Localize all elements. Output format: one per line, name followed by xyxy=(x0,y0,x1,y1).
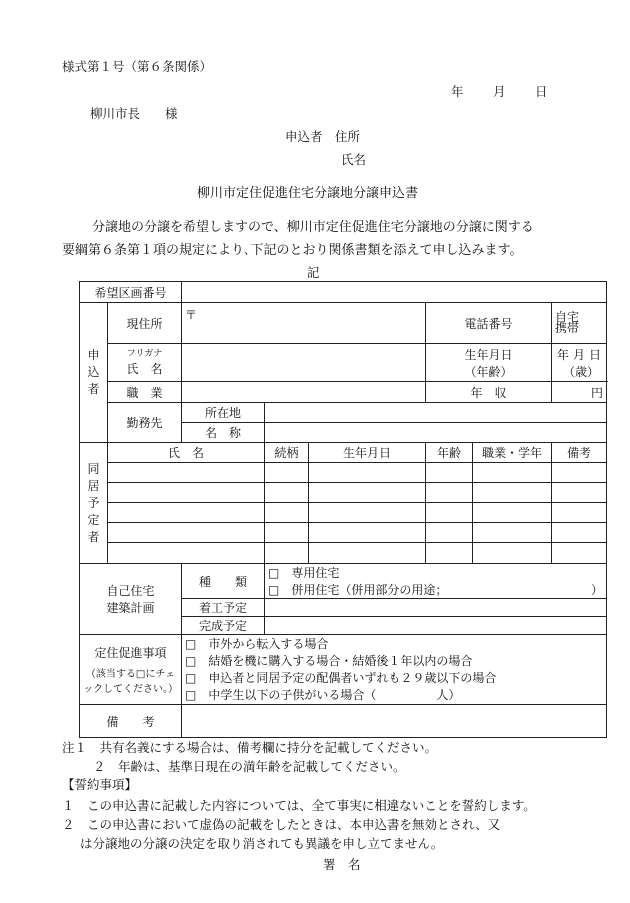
yen-unit: 円 xyxy=(591,385,604,400)
workplace-name-field[interactable] xyxy=(265,423,607,443)
house-type-close-paren: ） xyxy=(591,583,604,597)
lot-number-label: 希望区画番号 xyxy=(80,282,182,303)
page-title: 柳川市定住促進住宅分譲地分譲申込書 xyxy=(197,186,419,201)
income-field[interactable] xyxy=(552,382,607,403)
build-plan-label xyxy=(80,564,182,635)
lot-number-field[interactable] xyxy=(182,282,607,303)
date-day-label: 日 xyxy=(535,84,548,99)
birth-day-unit: 日 xyxy=(589,347,602,362)
name-field[interactable] xyxy=(182,344,426,382)
cohab-char-3: 予 xyxy=(87,495,100,510)
intro-line-1: 分譲地の分譲を希望しますので、柳川市定住促進住宅分譲地の分譲に関する xyxy=(92,220,534,235)
birthdate-field[interactable] xyxy=(552,344,607,382)
applicant-side-label xyxy=(80,303,108,443)
pledge-title: 【誓約事項】 xyxy=(62,777,138,792)
cohab-char-5: 者 xyxy=(87,529,100,544)
table-row xyxy=(80,483,607,503)
remarks-label: 備 考 xyxy=(80,705,182,738)
promo-item-relocation[interactable]: □ 市外から転入する場合 xyxy=(185,636,329,651)
phone-home-label: 自宅 xyxy=(555,310,580,324)
build-plan-line-2: 建築計画 xyxy=(106,601,155,615)
pledge-2-line-1: ２ この申込書において虚偽の記載をしたときは、本申込書を無効とされ、又 xyxy=(62,817,501,832)
cohab-header-remarks: 備考 xyxy=(552,443,607,463)
build-plan-line-1: 自己住宅 xyxy=(106,584,155,598)
remarks-field[interactable] xyxy=(182,705,607,738)
table-row xyxy=(80,503,607,523)
workplace-name-label: 名 称 xyxy=(182,423,265,443)
note-1: 注１ 共有名義にする場合は、備考欄に持分を記載してください。 xyxy=(62,740,438,755)
addressee: 柳川市長 様 xyxy=(90,106,178,121)
ki-label: 記 xyxy=(307,265,320,280)
start-plan-field[interactable] xyxy=(265,599,607,617)
promo-items xyxy=(182,635,607,705)
house-type-option-mixed[interactable]: □ 併用住宅（併用部分の用途； xyxy=(268,583,448,597)
cohab-char-2: 居 xyxy=(87,478,100,493)
applicant-char-2: 込 xyxy=(87,365,100,379)
furigana-label: フリガナ xyxy=(126,348,163,359)
cohab-side-label xyxy=(80,443,108,564)
cohab-header-relation: 続柄 xyxy=(265,443,309,463)
workplace-location-label: 所在地 xyxy=(182,403,265,423)
promo-item-marriage[interactable]: □ 結婚を機に購入する場合・結婚後１年以内の場合 xyxy=(185,653,473,668)
promo-label-cell xyxy=(80,635,182,705)
occupation-label: 職 業 xyxy=(108,382,182,403)
age-unit: 歳） xyxy=(575,364,600,379)
promo-label: 定住促進事項 xyxy=(94,646,167,660)
date-year-label: 年 xyxy=(451,84,464,99)
pledge-1: １ この申込書に記載した内容については、全て事実に相違ないことを誓約します。 xyxy=(62,798,536,813)
intro-line-2: 要綱第６条第１項の規定により､下記のとおり関係書類を添えて申し込みます。 xyxy=(62,243,523,258)
phone-mobile-label: 携帯 xyxy=(555,321,580,335)
table-row xyxy=(80,543,607,564)
date-month-label: 月 xyxy=(493,84,506,99)
promo-note-1: （該当する□にチェ xyxy=(85,669,176,680)
workplace-location-field[interactable] xyxy=(265,403,607,423)
current-address-field[interactable] xyxy=(182,303,426,344)
table-row xyxy=(80,463,607,483)
birth-year-unit: 年 xyxy=(557,347,570,362)
applicant-address-label: 申込者 住所 xyxy=(285,129,361,144)
current-address-label: 現住所 xyxy=(108,303,182,344)
phone-field[interactable] xyxy=(552,303,607,344)
occupation-field[interactable] xyxy=(182,382,426,403)
house-type-label: 種 類 xyxy=(182,564,265,599)
phone-label: 電話番号 xyxy=(426,303,552,344)
promo-item-young-couple[interactable]: □ 申込者と同居予定の配偶者いずれも２９歳以下の場合 xyxy=(185,670,497,685)
start-plan-label: 着工予定 xyxy=(182,599,265,617)
age-open-paren: （ xyxy=(563,364,576,379)
form-number: 様式第１号（第６条関係） xyxy=(62,59,213,74)
name-label: 氏 名 xyxy=(126,361,163,376)
age-label: （年齢） xyxy=(464,364,513,379)
applicant-char-1: 申 xyxy=(87,348,100,362)
cohab-char-4: 定 xyxy=(87,512,100,527)
cohab-header-name: 氏 名 xyxy=(108,443,265,463)
income-label: 年 収 xyxy=(426,382,552,403)
postal-mark: 〒 xyxy=(185,308,198,322)
cohab-char-1: 同 xyxy=(87,461,100,476)
note-2: ２ 年齢は、基準日現在の満年齢を記載してください。 xyxy=(93,759,406,774)
workplace-label: 勤務先 xyxy=(108,403,182,443)
applicant-char-3: 者 xyxy=(87,382,100,396)
applicant-name-label: 氏名 xyxy=(341,152,367,167)
house-type-field[interactable] xyxy=(265,564,607,599)
cohab-header-birthdate: 生年月日 xyxy=(309,443,426,463)
promo-note-2: ックしてください。） xyxy=(83,684,178,695)
complete-plan-field[interactable] xyxy=(265,617,607,635)
signature-label: 署 名 xyxy=(323,857,361,872)
table-row xyxy=(80,523,607,543)
house-type-option-dedicated[interactable]: □ 専用住宅 xyxy=(268,566,340,580)
cohab-header-occupation: 職業・学年 xyxy=(473,443,552,463)
birthdate-label-cell xyxy=(426,344,552,382)
application-table xyxy=(79,281,607,738)
cohab-header-age: 年齢 xyxy=(426,443,473,463)
birth-month-unit: 月 xyxy=(573,347,586,362)
pledge-2-line-2: は分譲地の分譲の決定を取り消されても異議を申し立てません。 xyxy=(80,836,444,851)
complete-plan-label: 完成予定 xyxy=(182,617,265,635)
birthdate-label: 生年月日 xyxy=(464,347,513,362)
name-label-cell xyxy=(108,344,182,382)
promo-item-children[interactable]: □ 中学生以下の子供がいる場合（ 人） xyxy=(185,687,461,702)
